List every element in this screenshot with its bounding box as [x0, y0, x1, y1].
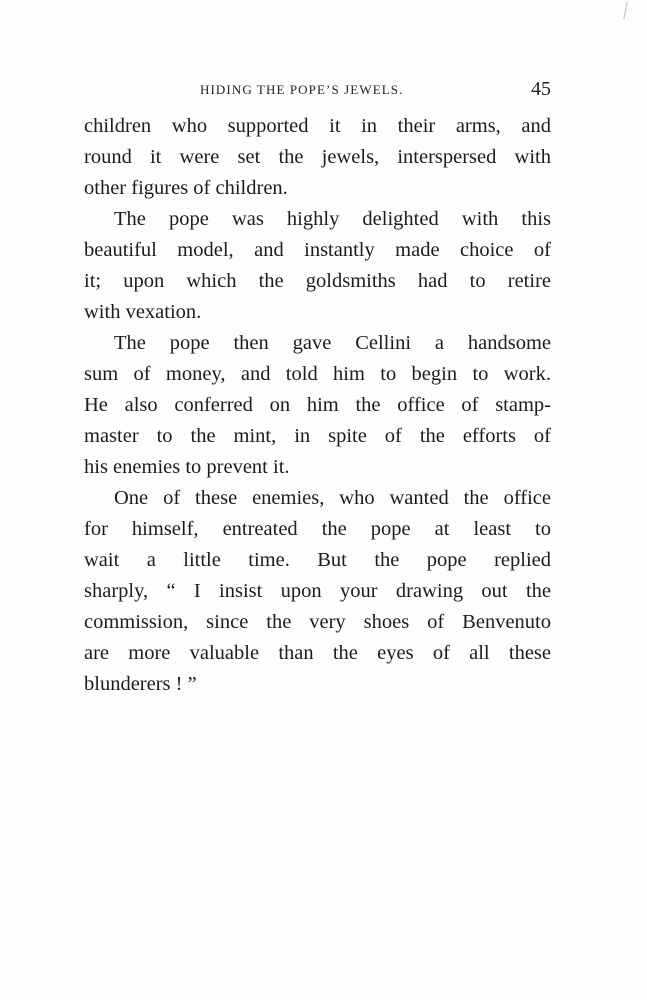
running-title: HIDING THE POPE’S JEWELS. — [200, 82, 404, 97]
text-line: it; upon which the goldsmiths had to retire — [84, 270, 551, 292]
text-line: with vexation. — [84, 301, 202, 323]
text-line: master to the mint, in spite of the efforts of — [84, 425, 551, 447]
text-line: children who supported it in their arms, and — [84, 115, 551, 137]
paragraph — [84, 328, 551, 483]
text-line: wait a little time. But the pope replied — [84, 549, 551, 571]
text-line: are more valuable than the eyes of all these — [84, 642, 551, 664]
text-line: other figures of children. — [84, 177, 288, 199]
text-line: The pope then gave Cellini a handsome — [114, 332, 551, 354]
paragraph — [84, 111, 551, 204]
text-line: The pope was highly delighted with this — [114, 208, 551, 230]
text-line: He also conferred on him the office of stamp- — [84, 394, 551, 416]
text-line: beautiful model, and instantly made choice of — [84, 239, 551, 261]
page-number: 45 — [531, 78, 551, 100]
body-text — [84, 111, 551, 700]
text-line: blunderers ! ” — [84, 673, 197, 695]
text-line: commission, since the very shoes of Benvenuto — [84, 611, 551, 633]
paragraph — [84, 483, 551, 700]
page-edge-mark — [623, 2, 632, 21]
text-line: sum of money, and told him to begin to work. — [84, 363, 551, 385]
text-line: round it were set the jewels, interspersed with — [84, 146, 551, 168]
running-head — [84, 78, 551, 100]
text-line: his enemies to prevent it. — [84, 456, 290, 478]
text-line: sharply, “ I insist upon your drawing out the — [84, 580, 551, 602]
paragraph — [84, 204, 551, 328]
text-line: for himself, entreated the pope at least to — [84, 518, 551, 540]
text-line: One of these enemies, who wanted the office — [114, 487, 551, 509]
